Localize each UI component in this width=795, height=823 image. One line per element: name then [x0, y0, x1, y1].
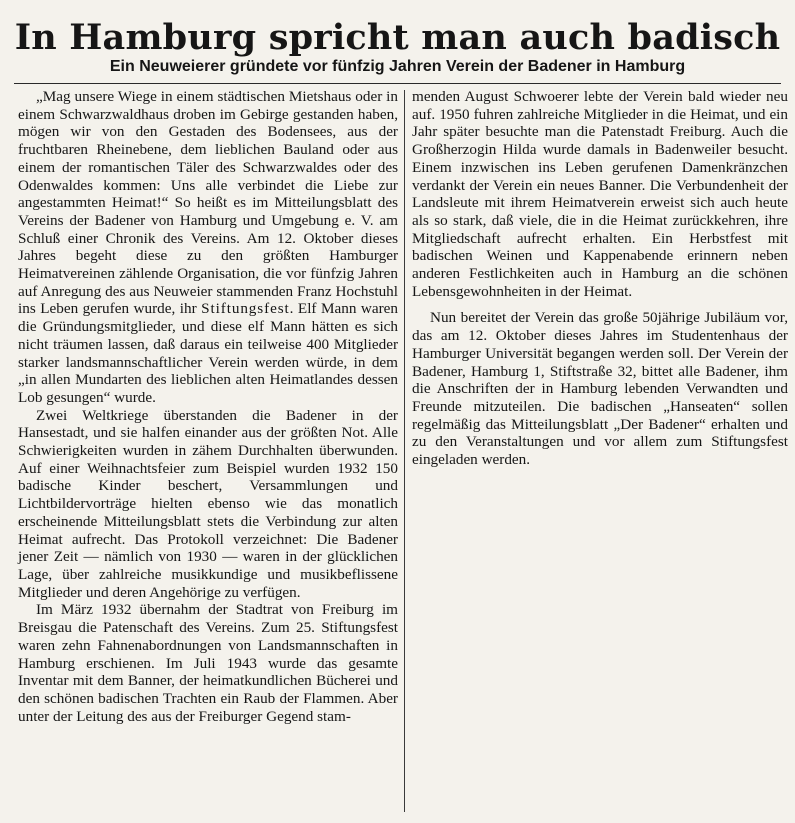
right-column	[412, 88, 788, 469]
paragraph-text: Zwei Weltkriege überstanden die Badener in der Hansestadt, und sie halfen einander aus der größten Not. Alle Schwierigkeiten wurden in zähem Durchhalten überwunden. Auf einer Weihnachtsfeier zum Beispiel wurden 1932 150 badische Kinder beschert, Versammlungen und Lichtbildervorträge hielten ebenso wie das monatlich erscheinende Mitteilungsblatt stets die Verbindung zur alten Heimat aufrecht. Das Protokoll verzeichnet: Die Badener jener Zeit — nämlich von 1930 — waren in der glücklichen Lage, über zahlreiche musikkundige und musikbeflissene Mitglieder und deren Angehörige zu verfügen.	[18, 406, 398, 601]
paragraph	[412, 88, 788, 300]
paragraph	[18, 88, 398, 407]
paragraph-text: Im März 1932 übernahm der Stadtrat von Freiburg im Breisgau die Patenschaft des Vereins. Zum 25. Stiftungsfest waren zehn Fahnenabordnungen von Landsmannschaften in Hamburg erschienen. Im Juli 1943 wurde das gesamte Inventar mit dem Banner, der heimatkundlichen Bücherei und den schönen badischen Trachten ein Raub der Flammen. Aber unter der Leitung des aus der Freiburger Gegend stam-	[18, 601, 398, 725]
left-column	[18, 88, 398, 725]
paragraph-text: . Elf Mann waren die Gründungsmitglieder, und diese elf Mann hätten es sich nicht träumen lassen, daß daraus ein teilweise 400 Mitglieder starker landsmannschaftlicher Verein werden würde, in dem „in allen Mundarten des lieblichen alten Heimatlandes dessen Lob gesungen“ wurde.	[18, 300, 399, 406]
paragraph	[412, 309, 788, 468]
header-rule	[14, 83, 781, 84]
emphasized-text: Stiftungsfest	[201, 300, 290, 318]
article-headline: In Hamburg spricht man auch badisch	[14, 17, 781, 58]
column-divider	[404, 90, 405, 812]
paragraph-text: „Mag unsere Wiege in einem städtischen Mietshaus oder in einem Schwarzwaldhaus droben im Gebirge gestanden haben, mögen wir von den Gestaden des Bodensees, aus der fruchtbaren Rheinebene, dem lieblichen Bauland oder aus einem der romantischen Täler des Schwarzwaldes oder des Odenwaldes kommen: Uns alle verbindet die Liebe zur angestammten Heimat!“ So heißt es im Mitteilungsblatt des Vereins der Badener von Hamburg und Umgebung e. V. am Schluß einer Chronik des Vereins. Am 12. Oktober dieses Jahres begeht diese zu den größten Hamburger Heimatvereinen zählende Organisation, die vor fünfzig Jahren auf Anregung des aus Neuweier stammenden Franz Hochstuhl ins Leben gerufen wurde, ihr	[18, 88, 398, 318]
paragraph	[18, 407, 398, 602]
article-subheadline: Ein Neuweierer gründete vor fünfzig Jahren Verein der Badener in Hamburg	[109, 58, 686, 75]
paragraph-text: menden August Schwoerer lebte der Verein bald wieder neu auf. 1950 fuhren zahlreiche Mitglieder in die Heimat, und ein Jahr später besuchte man die Patenstadt Freiburg. Auch die Großherzogin Hilda wurde damals in Badenweiler besucht. Einem inzwischen ins Leben gerufenen Damenkränzchen verdankt der Verein ein neues Banner. Die Verbundenheit der Landsleute mit ihrem Heimatverein erweist sich auch heute als so stark, daß viele, die in die Heimat zurückkehren, ihre Mitgliedschaft aufrecht erhalten. Ein Herbstfest mit badischen Weinen und Kappenabende erinnern neben anderen Festlichkeiten auch in Hamburg an die schönen Lebensgewohnheiten in der Heimat.	[412, 88, 788, 300]
paragraph-text: Nun bereitet der Verein das große 50jährige Jubiläum vor, das am 12. Oktober dieses Jahres im Studentenhaus der Hamburger Universität begangen werden soll. Der Verein der Badener, Hamburg 1, Stiftstraße 32, bittet alle Badener, ihm die Anschriften der in Hamburg lebenden Verwandten und Freunde mitzuteilen. Die badischen „Hanseaten“ sollen regelmäßig das Mitteilungsblatt „Der Badener“ erhalten und zu den Veranstaltungen und vor allem zum Stiftungsfest eingeladen werden.	[412, 309, 788, 469]
paragraph	[18, 601, 398, 725]
